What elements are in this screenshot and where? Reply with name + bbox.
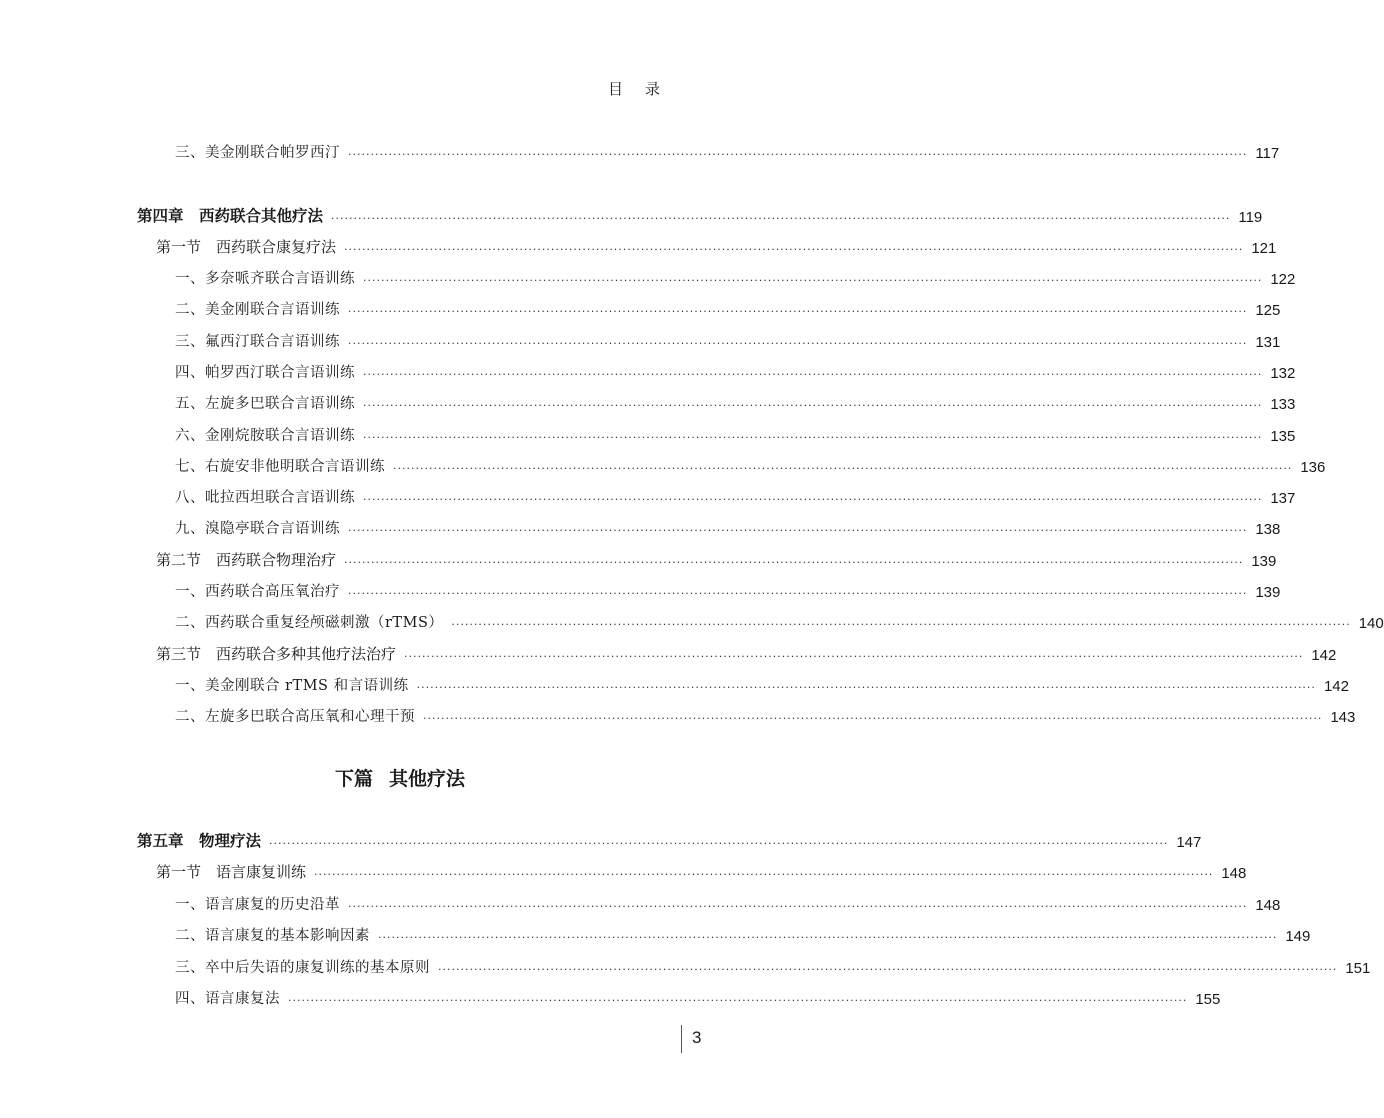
toc-entry-title: 一、美金刚联合 rTMS 和言语训练	[175, 678, 409, 694]
toc-entry-title: 第四章 西药联合其他疗法	[137, 207, 324, 225]
toc-entry-page: 131	[1255, 334, 1281, 351]
toc-entry-item	[0, 892, 1281, 914]
toc-entry-page: 122	[1270, 271, 1296, 288]
part-label: 下篇	[334, 768, 373, 790]
dot-leader: ········································································································································································································	[363, 431, 1263, 444]
toc-entry-page: 140	[1358, 615, 1384, 632]
dot-leader: ········································································································································································································	[269, 837, 1169, 850]
running-head: 目录	[607, 80, 682, 98]
toc-entry-item	[0, 673, 1349, 695]
toc-entry-title: 二、左旋多巴联合高压氧和心理干预	[175, 709, 415, 725]
toc-entry-title: 三、美金刚联合帕罗西汀	[175, 145, 340, 161]
dot-leader: ········································································································································································································	[348, 524, 1248, 537]
toc-entry-item	[0, 454, 1326, 476]
toc-entry-item	[0, 266, 1296, 288]
toc-entry-item	[0, 297, 1281, 319]
dot-leader: ········································································································································································································	[348, 337, 1248, 350]
toc-entry-page: 136	[1300, 459, 1326, 476]
dot-leader: ········································································································································································································	[363, 274, 1263, 287]
toc-entry-page: 139	[1251, 553, 1277, 570]
part-heading	[0, 764, 800, 791]
toc-entry-page: 142	[1311, 647, 1337, 664]
toc-entry-title: 二、西药联合重复经颅磁刺激（rTMS）	[175, 615, 444, 631]
toc-entry-page: 121	[1251, 240, 1277, 257]
toc-entry-page: 148	[1255, 897, 1281, 914]
toc-entry-page: 137	[1270, 490, 1296, 507]
dot-leader: ········································································································································································································	[348, 305, 1248, 318]
toc-entry-title: 第一节 西药联合康复疗法	[156, 238, 337, 256]
dot-leader: ········································································································································································································	[393, 462, 1293, 475]
toc-entry-item	[0, 485, 1296, 507]
dot-leader: ········································································································································································································	[363, 368, 1263, 381]
toc-entry-title: 九、溴隐亭联合言语训练	[175, 521, 340, 537]
toc-entry-page: 132	[1270, 365, 1296, 382]
page-number: 3	[692, 1028, 702, 1047]
part-title: 其他疗法	[389, 768, 466, 790]
toc-entry-page: 139	[1255, 584, 1281, 601]
dot-leader: ········································································································································································································	[423, 712, 1323, 725]
toc-entry-chapter	[0, 204, 1263, 226]
toc-entry-page: 147	[1176, 834, 1202, 851]
toc-entry-title: 第三节 西药联合多种其他疗法治疗	[156, 645, 397, 663]
toc-entry-item	[0, 391, 1296, 413]
toc-entry-item	[0, 610, 1384, 632]
dot-leader: ········································································································································································································	[404, 650, 1304, 663]
toc-entry-page: 149	[1285, 928, 1311, 945]
toc-entry-item	[0, 955, 1371, 977]
toc-entry-page: 155	[1195, 991, 1221, 1008]
toc-entry-item	[0, 360, 1296, 382]
dot-leader: ········································································································································································································	[416, 681, 1316, 694]
toc-entry-title: 七、右旋安非他明联合言语训练	[175, 459, 385, 475]
dot-leader: ········································································································································································································	[348, 900, 1248, 913]
toc-entry-page: 148	[1221, 865, 1247, 882]
toc-entry-title: 一、多奈哌齐联合言语训练	[175, 271, 355, 287]
toc-entry-section	[0, 642, 1337, 664]
toc-entry-title: 四、语言康复法	[175, 991, 280, 1007]
toc-entry-title: 第五章 物理疗法	[137, 832, 262, 850]
toc-entry-section	[0, 235, 1277, 257]
dot-leader: ········································································································································································································	[331, 212, 1231, 225]
toc-entry-page: 117	[1255, 145, 1280, 162]
toc-entry-title: 六、金刚烷胺联合言语训练	[175, 428, 355, 444]
dot-leader: ········································································································································································································	[288, 994, 1188, 1007]
toc-entry-page: 142	[1323, 678, 1349, 695]
toc-entry-title: 五、左旋多巴联合言语训练	[175, 396, 355, 412]
toc-entry-title: 第二节 西药联合物理治疗	[156, 551, 337, 569]
toc-entry-section	[0, 548, 1277, 570]
toc-entry-page: 135	[1270, 428, 1296, 445]
toc-entry-title: 三、卒中后失语的康复训练的基本原则	[175, 960, 430, 976]
toc-entry-item	[0, 516, 1281, 538]
toc-entry-item	[0, 423, 1296, 445]
dot-leader: ········································································································································································································	[451, 618, 1351, 631]
toc-entry-title: 第一节 语言康复训练	[156, 863, 307, 881]
toc-entry-page: 143	[1330, 709, 1356, 726]
toc-entry-title: 四、帕罗西汀联合言语训练	[175, 365, 355, 381]
toc-entry-page: 119	[1238, 209, 1263, 226]
toc-entry-chapter	[0, 829, 1202, 851]
toc-entry-item	[0, 140, 1280, 162]
toc-entry-title: 二、美金刚联合言语训练	[175, 302, 340, 318]
dot-leader: ········································································································································································································	[438, 963, 1338, 976]
dot-leader: ········································································································································································································	[348, 148, 1248, 161]
dot-leader: ········································································································································································································	[363, 493, 1263, 506]
toc-entry-title: 八、吡拉西坦联合言语训练	[175, 490, 355, 506]
toc-entry-page: 151	[1345, 960, 1371, 977]
dot-leader: ········································································································································································································	[348, 587, 1248, 600]
toc-entry-item	[0, 923, 1311, 945]
toc-entry-page: 125	[1255, 302, 1281, 319]
dot-leader: ········································································································································································································	[378, 931, 1278, 944]
dot-leader: ········································································································································································································	[344, 243, 1244, 256]
dot-leader: ········································································································································································································	[344, 556, 1244, 569]
toc-entry-page: 133	[1270, 396, 1296, 413]
toc-entry-item	[0, 704, 1356, 726]
toc-entry-page: 138	[1255, 521, 1281, 538]
toc-entry-title: 二、语言康复的基本影响因素	[175, 928, 370, 944]
toc-entry-title: 一、语言康复的历史沿革	[175, 897, 340, 913]
toc-entry-section	[0, 860, 1247, 882]
dot-leader: ········································································································································································································	[363, 399, 1263, 412]
toc-entry-item	[0, 579, 1281, 601]
toc-entry-item	[0, 329, 1281, 351]
toc-entry-item	[0, 986, 1221, 1008]
dot-leader: ········································································································································································································	[314, 868, 1214, 881]
folio-divider	[681, 1025, 682, 1053]
toc-entry-title: 一、西药联合高压氧治疗	[175, 584, 340, 600]
toc-entry-title: 三、氟西汀联合言语训练	[175, 334, 340, 350]
